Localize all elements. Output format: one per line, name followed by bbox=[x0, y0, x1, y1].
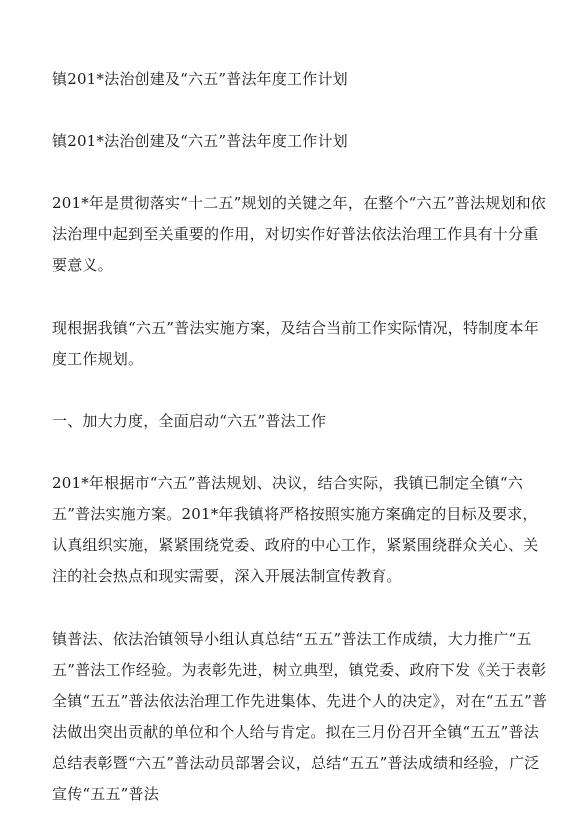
document-title-line-2: 镇201*法治创建及“六五”普法年度工作计划 bbox=[52, 132, 348, 150]
section-heading-1: 一、加大力度，全面启动“六五”普法工作 bbox=[52, 412, 327, 430]
paragraph-4: 镇普法、依法治镇领导小组认真总结“五五”普法工作成绩，大力推广“五五”普法工作经验。为表彰先进，树立典型，镇党委、政府下发《关于表彰全镇“五五”普法依法治理工作先进集体、先进个人的决定》，对在“五五”普法做出突出贡献的单位和个人给与肯定。拟在三月份召开全镇“五五”普法总结表彰暨“六五”普法动员部署会议，总结“五五”普法成绩和经验，广泛宣传“五五”普法 bbox=[52, 630, 548, 803]
document-title-line-1: 镇201*法治创建及“六五”普法年度工作计划 bbox=[52, 70, 348, 88]
paragraph-3: 201*年根据市“六五”普法规划、决议，结合实际，我镇已制定全镇“六五”普法实施方案。201*年我镇将严格按照实施方案确定的目标及要求，认真组织实施，紧紧围绕党委、政府的中心工作，紧紧围绕群众关心、关注的社会热点和现实需要，深入开展法制宣传教育。 bbox=[52, 474, 539, 585]
paragraph-1: 201*年是贯彻落实“十二五”规划的关键之年，在整个“六五”普法规划和依法治理中起到至关重要的作用，对切实作好普法依法治理工作具有十分重要意义。 bbox=[52, 194, 547, 274]
paragraph-2: 现根据我镇“六五”普法实施方案，及结合当前工作实际情况，特制度本年度工作规划。 bbox=[52, 319, 539, 368]
